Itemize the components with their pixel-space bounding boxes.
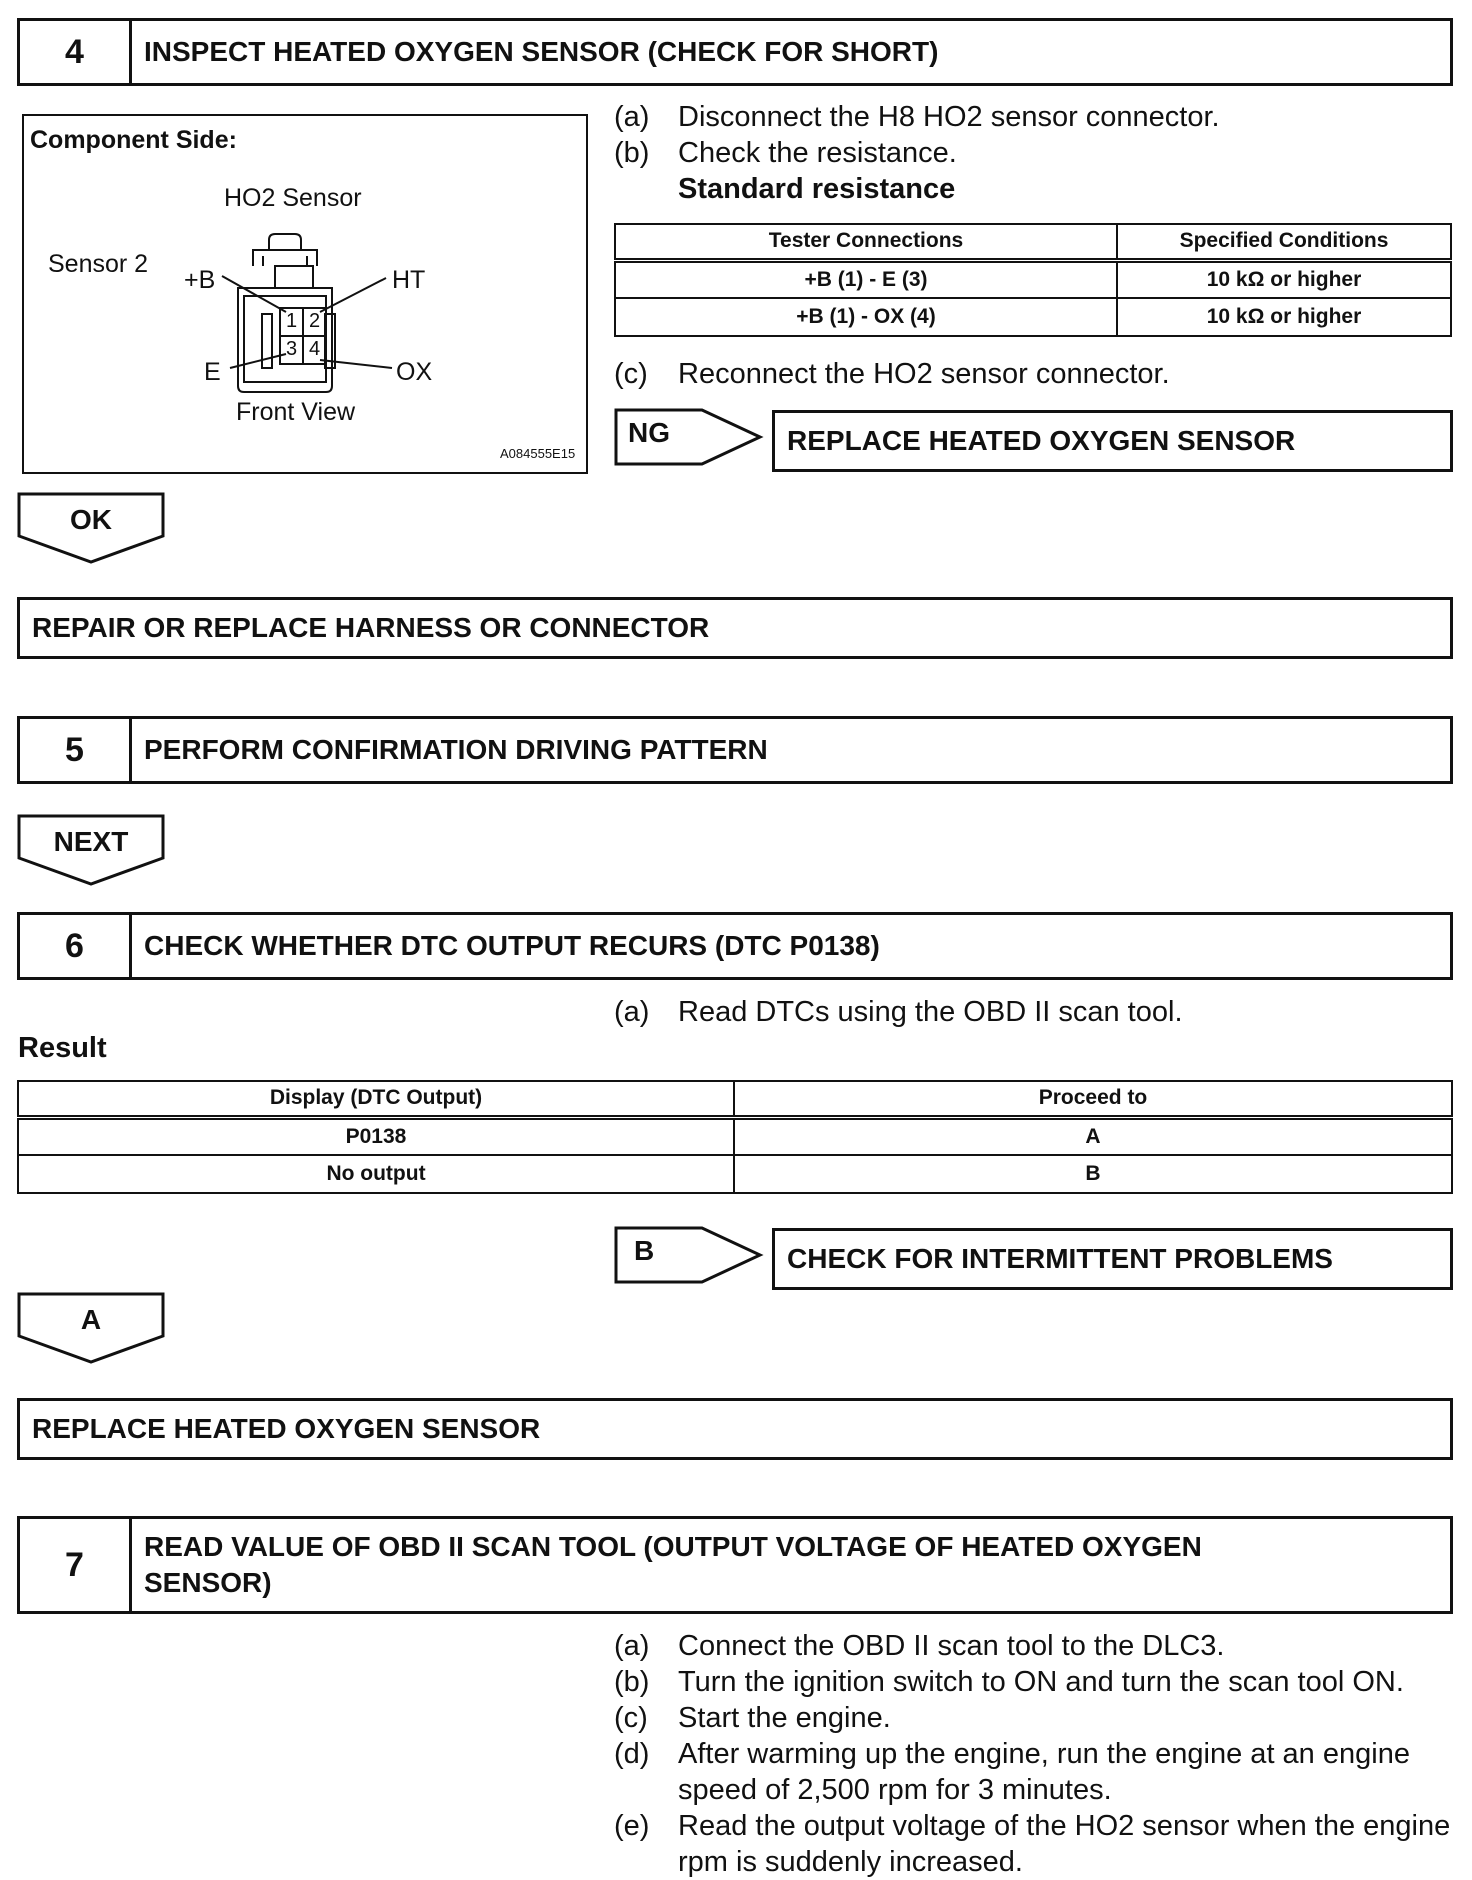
next-tag-label: NEXT: [53, 826, 129, 857]
table-cell: +B (1) - OX (4): [615, 298, 1117, 336]
instruction-item: (d) After warming up the engine, run the engine at an engine speed of 2,500 rpm for 3 minutes.: [614, 1738, 1410, 1806]
step-4-instructions: [614, 99, 1454, 207]
table-header: Specified Conditions: [1117, 224, 1451, 260]
pin-1: 1: [286, 310, 298, 332]
step-number: 6: [20, 915, 132, 977]
step-6-header: [17, 912, 1453, 980]
next-tag: [17, 814, 167, 888]
figure-caption: Component Side:: [30, 126, 237, 154]
a-tag-label: A: [80, 1304, 102, 1335]
dtc-result-table: [17, 1080, 1453, 1194]
instruction-item: (a) Connect the OBD II scan tool to the DLC3.: [614, 1630, 1225, 1662]
a-result-box: REPLACE HEATED OXYGEN SENSOR: [17, 1398, 1453, 1460]
standard-heading-row: [614, 171, 1454, 207]
step-4-instruction-c: [614, 356, 1454, 392]
instruction-item: (b) Turn the ignition switch to ON and turn the scan tool ON.: [614, 1666, 1404, 1698]
ok-tag-label: OK: [70, 504, 112, 535]
ok-tag: [17, 492, 167, 566]
step-number: 5: [20, 719, 132, 781]
instruction-item: (c) Reconnect the HO2 sensor connector.: [614, 358, 1170, 390]
b-tag: [614, 1226, 764, 1284]
resistance-table: [614, 223, 1452, 337]
standard-heading: Standard resistance: [678, 173, 956, 205]
table-cell: 10 kΩ or higher: [1117, 260, 1451, 298]
step-7-instructions: [614, 1628, 1456, 1880]
figure-id: A084555E15: [500, 446, 576, 461]
a-tag: [17, 1292, 167, 1366]
ng-tag: [614, 408, 764, 466]
step-title: [132, 1519, 1450, 1611]
step-title: INSPECT HEATED OXYGEN SENSOR (CHECK FOR SHORT): [144, 36, 939, 67]
step-title-line: SENSOR): [144, 1567, 272, 1598]
pin-label-ht: HT: [392, 266, 426, 294]
step-number: 4: [20, 21, 132, 83]
sensor-label: Sensor 2: [48, 250, 149, 278]
step-title: CHECK WHETHER DTC OUTPUT RECURS (DTC P0138): [144, 930, 880, 961]
instruction-item: (a) Disconnect the H8 HO2 sensor connector.: [614, 101, 1220, 133]
table-cell: P0138: [18, 1117, 734, 1155]
step-6-instruction: [614, 994, 1454, 1030]
table-cell: B: [734, 1155, 1452, 1193]
table-header: Proceed to: [734, 1081, 1452, 1117]
ng-tag-label: NG: [628, 417, 670, 448]
step-7-header: [17, 1516, 1453, 1614]
pin-label-b: +B: [184, 266, 216, 294]
instruction-item: (a) Read DTCs using the OBD II scan tool.: [614, 996, 1183, 1028]
view-label: Front View: [236, 398, 356, 426]
pin-label-ox: OX: [396, 358, 433, 386]
pin-2: 2: [309, 310, 321, 332]
table-header: Tester Connections: [615, 224, 1117, 260]
ng-result-box: REPLACE HEATED OXYGEN SENSOR: [772, 410, 1453, 472]
step-number: 7: [20, 1519, 132, 1611]
instruction-item: (c) Start the engine.: [614, 1702, 891, 1734]
instruction-item: (e) Read the output voltage of the HO2 sensor when the engine rpm is suddenly increased.: [614, 1810, 1451, 1878]
b-result-box: CHECK FOR INTERMITTENT PROBLEMS: [772, 1228, 1453, 1290]
table-header: Display (DTC Output): [18, 1081, 734, 1117]
instruction-item: (b) Check the resistance.: [614, 137, 957, 169]
connector-figure: [22, 114, 588, 474]
pin-label-e: E: [204, 358, 221, 386]
b-tag-label: B: [634, 1235, 655, 1266]
step-4-header: [17, 18, 1453, 86]
step-5-header: [17, 716, 1453, 784]
table-cell: +B (1) - E (3): [615, 260, 1117, 298]
result-heading: Result: [18, 1032, 107, 1064]
connector-drawing: [24, 116, 590, 476]
table-cell: 10 kΩ or higher: [1117, 298, 1451, 336]
table-cell: No output: [18, 1155, 734, 1193]
sensor-title: HO2 Sensor: [224, 184, 362, 212]
ok-result-box: REPAIR OR REPLACE HARNESS OR CONNECTOR: [17, 597, 1453, 659]
pin-4: 4: [309, 338, 321, 360]
step-title-line: READ VALUE OF OBD II SCAN TOOL (OUTPUT VOLTAGE OF HEATED OXYGEN: [144, 1531, 1202, 1562]
pin-3: 3: [286, 338, 298, 360]
step-title: PERFORM CONFIRMATION DRIVING PATTERN: [144, 734, 768, 765]
table-cell: A: [734, 1117, 1452, 1155]
